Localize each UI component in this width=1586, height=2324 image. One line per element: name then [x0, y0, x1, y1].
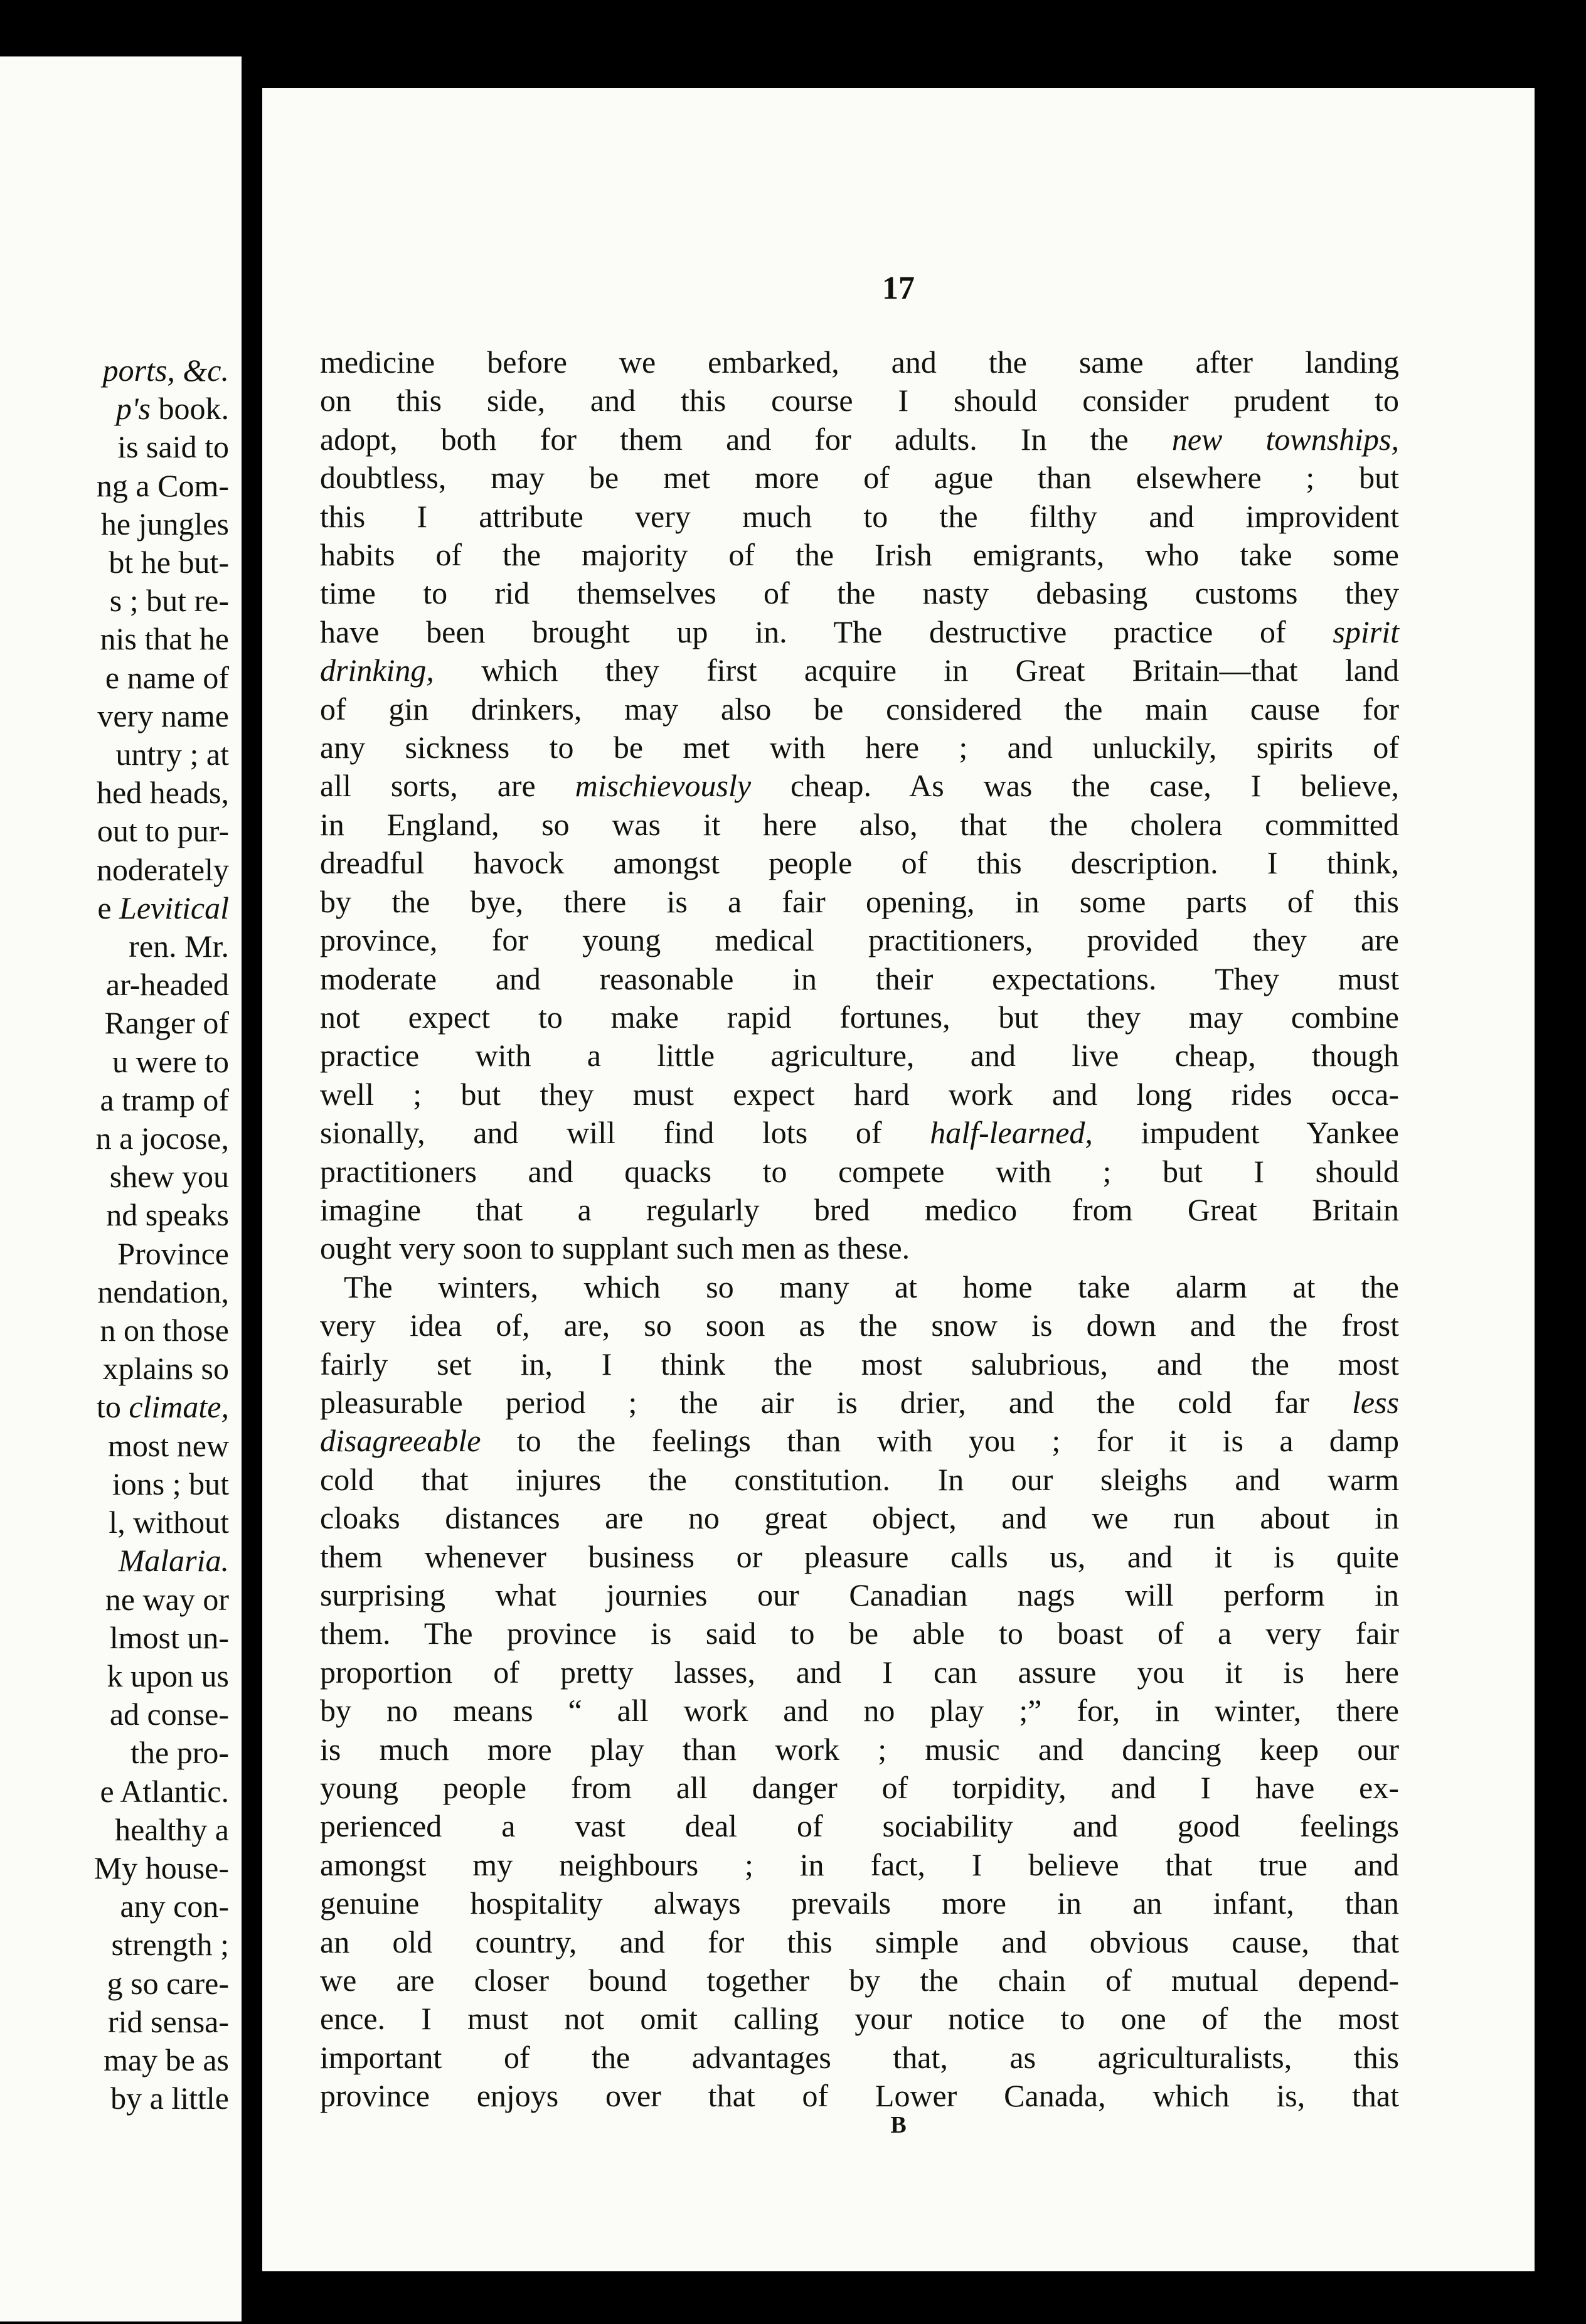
text-run: ren. Mr.	[129, 929, 229, 964]
text-run: rid sensa-	[108, 2003, 229, 2039]
previous-page-line	[94, 1926, 229, 1964]
previous-page-line	[94, 505, 229, 543]
previous-page-line	[94, 1734, 229, 1772]
text-run: impudent Yankee	[1092, 1115, 1399, 1151]
text-run: very name	[97, 698, 229, 733]
text-run: noderately	[96, 851, 229, 887]
previous-page-line	[94, 774, 229, 812]
text-line	[320, 1383, 1399, 1422]
text-line	[320, 1884, 1399, 1922]
text-run: k upon us	[107, 1658, 229, 1693]
previous-page-line	[94, 1004, 229, 1042]
text-line	[320, 1229, 1399, 1267]
text-run: important of the advantages that, as agriculturalists, this	[320, 2039, 1399, 2075]
text-line	[320, 998, 1399, 1037]
text-line	[320, 1268, 1399, 1306]
text-line	[320, 1961, 1399, 2000]
text-line	[320, 690, 1399, 728]
text-run: medicine before we embarked, and the same after landing	[320, 344, 1399, 380]
text-line	[320, 921, 1399, 959]
text-run: ar-headed	[105, 967, 229, 1003]
previous-page-line	[94, 1887, 229, 1926]
previous-page-line	[94, 1657, 229, 1695]
text-run: out to pur-	[97, 813, 229, 849]
text-run: province, for young medical practitioners, provided they are	[320, 922, 1399, 958]
text-run: by the bye, there is a fair opening, in some parts of this	[320, 883, 1399, 919]
text-run: the pro-	[130, 1735, 229, 1771]
previous-page-line	[94, 889, 229, 927]
text-run: spirit	[1333, 614, 1399, 649]
previous-page-line	[94, 1465, 229, 1503]
text-run: e name of	[105, 659, 229, 695]
text-line	[320, 1075, 1399, 1114]
text-run: strength ;	[111, 1927, 229, 1963]
text-line	[320, 574, 1399, 612]
text-line	[320, 1923, 1399, 1961]
signature-mark: B	[890, 2112, 907, 2138]
text-run: in England, so was it here also, that the cholera committed	[320, 806, 1399, 842]
previous-page-line	[94, 735, 229, 774]
previous-page-line	[94, 1158, 229, 1196]
text-run: cold that injures the constitution. In our sleighs and warm	[320, 1461, 1399, 1497]
text-run: shew you	[109, 1159, 229, 1195]
previous-page-line	[94, 2003, 229, 2041]
text-run: he jungles	[100, 506, 229, 541]
text-line	[320, 1846, 1399, 1884]
text-run: nendation,	[97, 1274, 229, 1309]
text-line	[320, 498, 1399, 536]
previous-page-line	[94, 620, 229, 658]
text-run: untry ; at	[115, 737, 229, 772]
previous-page-line	[94, 1964, 229, 2003]
text-run: disagreeable	[320, 1423, 481, 1459]
text-run: Levitical	[119, 890, 229, 925]
text-run: proportion of pretty lasses, and I can assure you it is here	[320, 1654, 1399, 1690]
text-run: drinking,	[320, 653, 434, 688]
text-line	[320, 2077, 1399, 2115]
text-run: a tramp of	[100, 1082, 229, 1117]
previous-page-line	[94, 1619, 229, 1657]
previous-page-line	[94, 390, 229, 428]
previous-page-line	[94, 1311, 229, 1350]
text-run: amongst my neighbours ; in fact, I believe that true and	[320, 1847, 1399, 1882]
text-line	[320, 1345, 1399, 1383]
text-run: e	[97, 890, 120, 925]
previous-page-line	[94, 851, 229, 889]
text-run: s ; but re-	[109, 583, 229, 619]
text-line	[320, 767, 1399, 805]
page-number: 17	[882, 270, 915, 306]
text-line	[320, 806, 1399, 844]
text-line	[320, 1114, 1399, 1152]
text-run: nd speaks	[106, 1197, 229, 1233]
text-line	[320, 1692, 1399, 1730]
text-line	[320, 651, 1399, 690]
text-line	[320, 1306, 1399, 1345]
text-run: healthy a	[115, 1811, 229, 1847]
previous-page-line	[94, 1043, 229, 1081]
text-run: this I attribute very much to the filthy and improvident	[320, 498, 1399, 534]
text-run: l, without	[109, 1505, 229, 1540]
text-line	[320, 1499, 1399, 1537]
previous-page-line	[94, 1350, 229, 1388]
text-run: perienced a vast deal of sociability and good feelings	[320, 1808, 1399, 1844]
previous-page-line	[94, 2041, 229, 2079]
text-line	[320, 343, 1399, 381]
text-run: new townships,	[1171, 421, 1400, 457]
text-run: on this side, and this course I should consider prudent to	[320, 383, 1399, 418]
text-run: pleasurable period ; the air is drier, and the cold far	[320, 1384, 1352, 1420]
text-line	[320, 960, 1399, 998]
text-run: is much more play than work ; music and dancing keep our	[320, 1731, 1399, 1767]
text-line	[320, 536, 1399, 574]
text-run: less	[1352, 1384, 1399, 1420]
text-run: half-learned,	[930, 1115, 1093, 1151]
text-run: My house-	[93, 1850, 229, 1885]
text-run: xplains so	[102, 1351, 229, 1387]
previous-page-line	[94, 1081, 229, 1119]
previous-page-line	[94, 543, 229, 582]
text-run: we are closer bound together by the chain of mutual depend-	[320, 1963, 1399, 1998]
previous-page-line	[94, 927, 229, 966]
book-page	[262, 88, 1535, 2271]
text-line	[320, 1191, 1399, 1229]
text-line	[320, 381, 1399, 420]
text-run: mischievously	[575, 768, 752, 804]
previous-page-text	[94, 351, 229, 2118]
text-line	[320, 883, 1399, 921]
text-run: bt he but-	[109, 545, 229, 580]
text-run: Ranger of	[104, 1005, 229, 1041]
text-run: them whenever business or pleasure calls us, and it is quite	[320, 1538, 1399, 1574]
previous-page-line	[94, 1427, 229, 1465]
text-run: doubtless, may be met more of ague than elsewhere ; but	[320, 460, 1399, 496]
text-run: Malaria.	[118, 1543, 229, 1579]
previous-page-line	[94, 428, 229, 466]
text-run: imagine that a regularly bred medico from Great Britain	[320, 1191, 1399, 1227]
previous-page-line	[94, 1849, 229, 1887]
text-run: cloaks distances are no great object, and we run about in	[320, 1500, 1399, 1536]
text-run: g so care-	[107, 1965, 229, 2001]
previous-page-line	[94, 1811, 229, 1849]
text-run: is said to	[117, 429, 229, 465]
text-run: most new	[107, 1427, 229, 1463]
text-line	[320, 1037, 1399, 1075]
previous-page-line	[94, 1503, 229, 1542]
text-run: ad conse-	[109, 1697, 229, 1732]
text-run: an old country, and for this simple and obvious cause, that	[320, 1924, 1399, 1959]
text-run: p's	[115, 391, 151, 427]
text-line	[320, 844, 1399, 882]
text-run: province enjoys over that of Lower Canada, which is, that	[320, 2078, 1399, 2114]
text-run: to the feelings than with you ; for it is a damp	[481, 1423, 1399, 1459]
previous-page-line	[94, 1196, 229, 1234]
text-run: moderate and reasonable in their expectations. They must	[320, 961, 1399, 996]
text-run: any con-	[120, 1889, 229, 1924]
text-run: practitioners and quacks to compete with ; but I should	[320, 1153, 1399, 1189]
text-line	[320, 1461, 1399, 1499]
previous-page-line	[94, 1695, 229, 1734]
previous-page-line	[94, 2079, 229, 2118]
text-run: all sorts, are	[320, 768, 575, 804]
text-run: by a little	[110, 2081, 229, 2116]
text-run: young people from all danger of torpidity, and I have ex-	[320, 1770, 1399, 1806]
text-run: ne way or	[105, 1581, 229, 1617]
text-line	[320, 1153, 1399, 1191]
text-run: practice with a little agriculture, and live cheap, though	[320, 1038, 1399, 1074]
previous-page-line	[94, 1388, 229, 1426]
text-run: hed heads,	[96, 775, 229, 811]
text-run: climate,	[129, 1389, 229, 1425]
text-run: adopt, both for them and for adults. In the	[320, 421, 1172, 457]
text-line	[320, 728, 1399, 767]
text-run: u were to	[112, 1043, 229, 1079]
text-run: ports,	[102, 353, 183, 388]
text-run: ought very soon to supplant such men as these.	[320, 1230, 910, 1266]
text-line	[320, 1576, 1399, 1614]
previous-page-fragment	[0, 56, 242, 2321]
text-line	[320, 1614, 1399, 1653]
text-run: may be as	[104, 2042, 229, 2077]
text-line	[320, 1422, 1399, 1460]
text-run: ng a Com-	[96, 467, 229, 503]
text-line	[320, 1730, 1399, 1769]
text-run: Province	[117, 1235, 229, 1271]
text-run: by no means “ all work and no play ;” for, in winter, there	[320, 1693, 1399, 1729]
text-line	[320, 2000, 1399, 2038]
previous-page-line	[94, 582, 229, 620]
text-run: have been brought up in. The destructive practice of	[320, 614, 1333, 649]
previous-page-line	[94, 659, 229, 697]
text-run: e Atlantic.	[100, 1773, 229, 1809]
text-run: surprising what journies our Canadian nags will perform in	[320, 1577, 1399, 1612]
previous-page-line	[94, 1772, 229, 1811]
text-run: very idea of, are, so soon as the snow is down and the frost	[320, 1308, 1399, 1343]
text-run: fairly set in, I think the most salubrious, and the most	[320, 1346, 1399, 1382]
text-run: well ; but they must expect hard work and long rides occa-	[320, 1076, 1399, 1112]
text-run: &c.	[183, 353, 229, 388]
text-line	[320, 613, 1399, 651]
text-run: ence. I must not omit calling your notice to one of the most	[320, 2001, 1399, 2037]
previous-page-line	[94, 966, 229, 1004]
text-run: any sickness to be met with here ; and unluckily, spirits of	[320, 730, 1399, 765]
text-line	[320, 1769, 1399, 1807]
text-run: book.	[151, 391, 229, 427]
text-run: not expect to make rapid fortunes, but they may combine	[320, 999, 1399, 1035]
previous-page-line	[94, 812, 229, 850]
text-run: The winters, which so many at home take alarm at the	[344, 1269, 1399, 1304]
text-run: dreadful havock amongst people of this description. I think,	[320, 845, 1399, 881]
previous-page-line	[94, 1580, 229, 1619]
text-run: time to rid themselves of the nasty debasing customs they	[320, 575, 1399, 611]
text-run: sionally, and will find lots of	[320, 1115, 930, 1151]
previous-page-line	[94, 351, 229, 390]
text-run: n on those	[100, 1313, 229, 1348]
text-run: them. The province is said to be able to boast of a very fair	[320, 1616, 1399, 1651]
text-run: nis that he	[100, 621, 229, 657]
text-line	[320, 420, 1399, 459]
previous-page-line	[94, 1273, 229, 1311]
text-run: ions ; but	[112, 1466, 229, 1501]
text-run: habits of the majority of the Irish emigrants, who take some	[320, 537, 1399, 573]
previous-page-line	[94, 1542, 229, 1580]
text-line	[320, 459, 1399, 497]
page-body-text	[320, 343, 1399, 2116]
text-run: which they first acquire in Great Britain—that land	[434, 653, 1399, 688]
text-run: lmost un-	[109, 1619, 229, 1655]
previous-page-line	[94, 1235, 229, 1273]
previous-page-line	[94, 467, 229, 505]
text-run: cheap. As was the case, I believe,	[751, 768, 1399, 804]
text-run: to	[96, 1389, 129, 1425]
text-line	[320, 2039, 1399, 2077]
previous-page-line	[94, 697, 229, 735]
text-run: of gin drinkers, may also be considered the main cause for	[320, 691, 1399, 727]
text-run: genuine hospitality always prevails more in an infant, than	[320, 1885, 1399, 1921]
text-run: n a jocose,	[95, 1121, 229, 1156]
text-line	[320, 1653, 1399, 1692]
text-line	[320, 1538, 1399, 1576]
text-line	[320, 1807, 1399, 1845]
previous-page-line	[94, 1119, 229, 1158]
